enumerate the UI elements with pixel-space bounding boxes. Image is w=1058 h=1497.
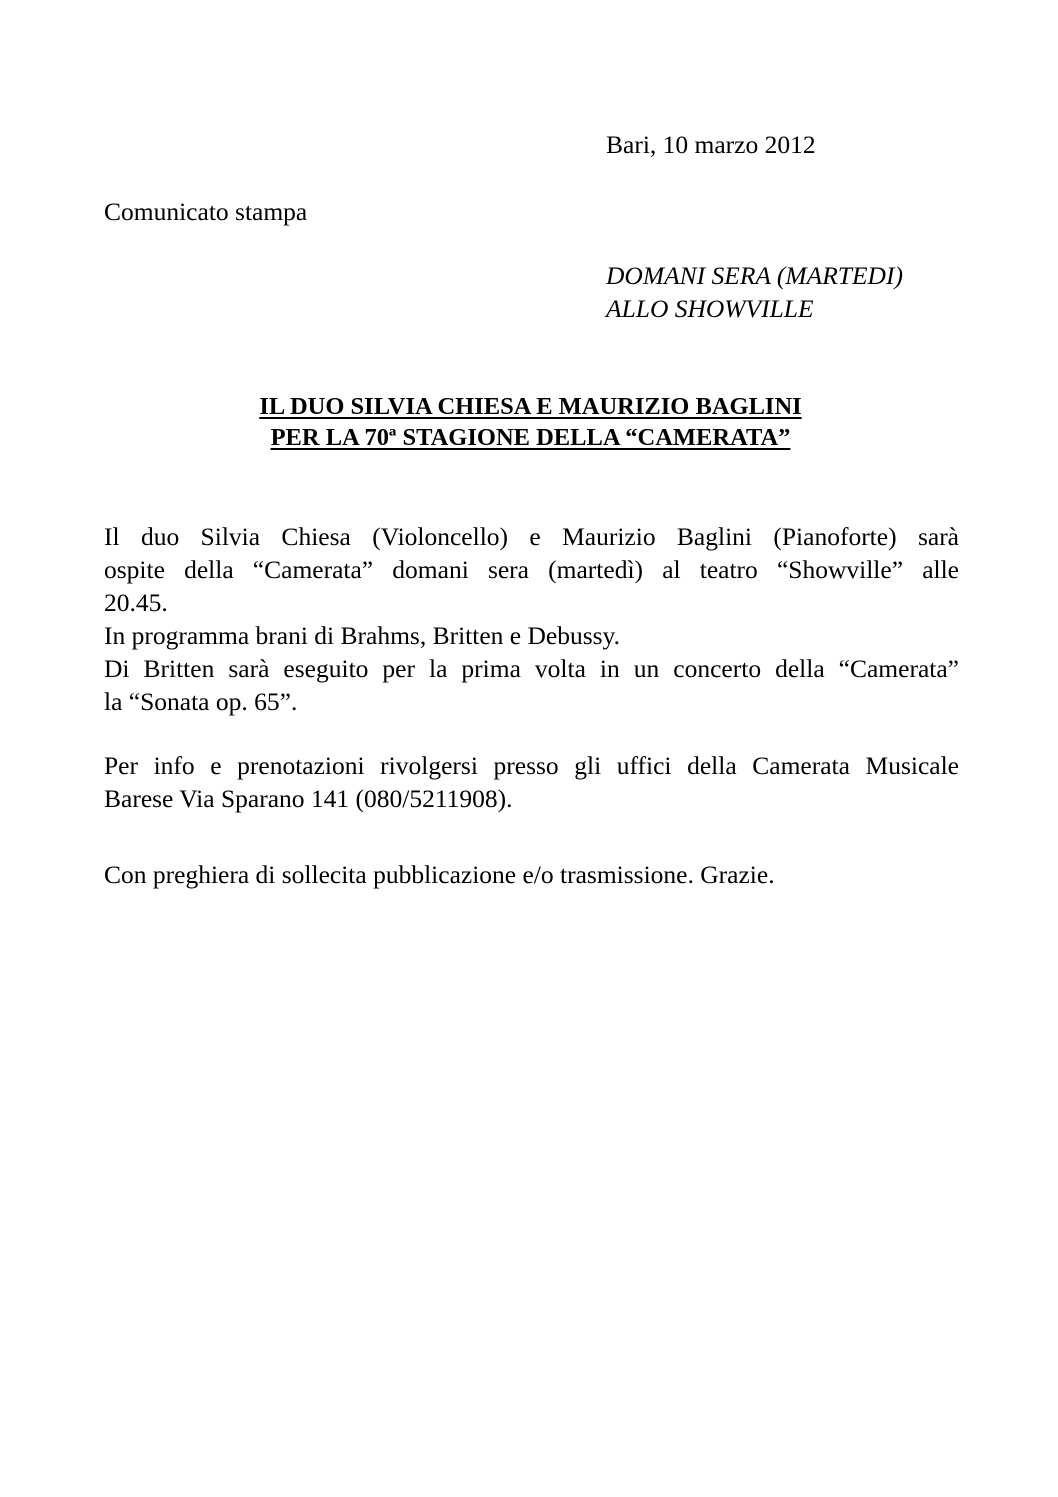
body-line-4: In programma brani di Brahms, Britten e Debussy.: [104, 621, 621, 650]
subtitle-line-1: DOMANI SERA (MARTEDI): [606, 261, 903, 290]
closing-line: Con preghiera di sollecita pubblicazione e/o trasmissione. Grazie.: [104, 860, 775, 889]
document-date: Bari, 10 marzo 2012: [606, 130, 816, 159]
info-paragraph: [104, 749, 959, 815]
subtitle-block: [606, 259, 903, 325]
body-line-3: 20.45.: [104, 588, 168, 617]
info-line-1: Per info e prenotazioni rivolgersi presso gli uffici della Camerata Musicale: [104, 751, 959, 780]
info-line-2: Barese Via Sparano 141 (080/5211908).: [104, 784, 513, 813]
body-paragraph: [104, 520, 959, 718]
headline-line-1: IL DUO SILVIA CHIESA E MAURIZIO BAGLINI: [259, 393, 802, 420]
body-line-5: Di Britten sarà eseguito per la prima volta in un concerto della “Camerata”: [104, 654, 959, 683]
document-type-label: Comunicato stampa: [104, 197, 308, 226]
headline-line-2: PER LA 70ª STAGIONE DELLA “CAMERATA”: [270, 424, 791, 451]
headline: [104, 391, 957, 453]
body-line-6: la “Sonata op. 65”.: [104, 687, 298, 716]
body-line-1: Il duo Silvia Chiesa (Violoncello) e Maurizio Baglini (Pianoforte) sarà: [104, 522, 959, 551]
subtitle-line-2: ALLO SHOWVILLE: [606, 294, 814, 323]
body-line-2: ospite della “Camerata” domani sera (martedì) al teatro “Showville” alle: [104, 555, 959, 584]
